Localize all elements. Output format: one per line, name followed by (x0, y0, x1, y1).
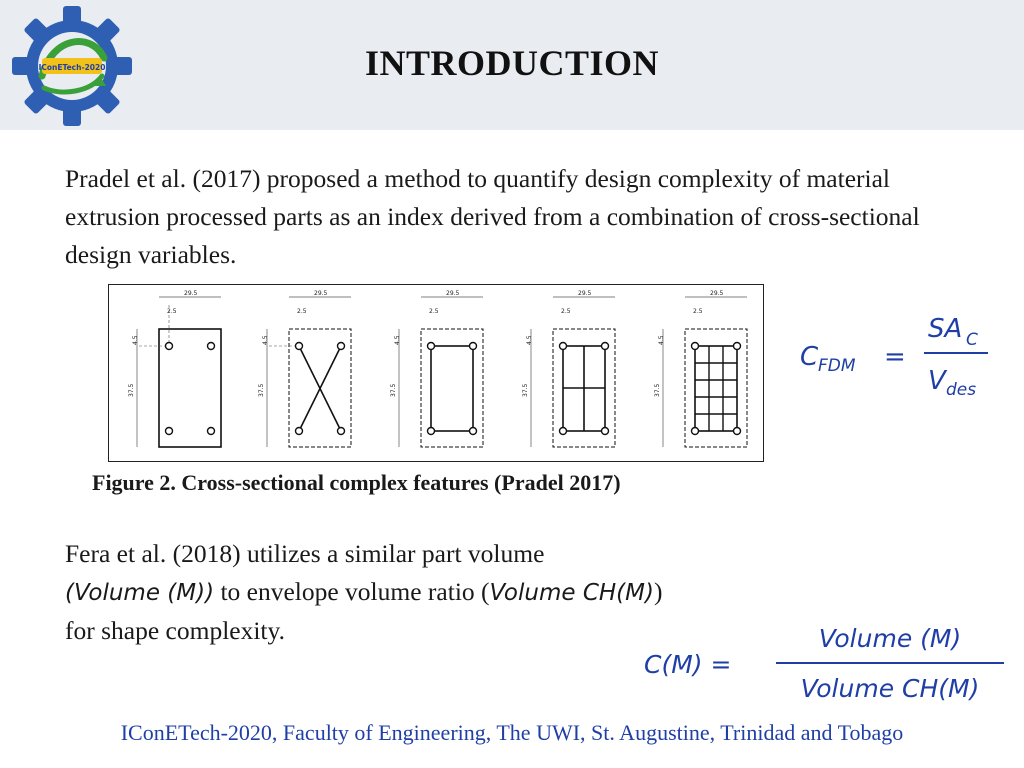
cross-section-diagram (109, 285, 763, 461)
svg-text:29.5: 29.5 (710, 290, 724, 297)
svg-text:37.5: 37.5 (128, 383, 135, 397)
header-band (0, 0, 1024, 130)
svg-text:4.5: 4.5 (132, 335, 139, 345)
svg-text:37.5: 37.5 (654, 383, 661, 397)
fera-line-3: for shape complexity. (65, 616, 285, 645)
fera-line-2: (Volume (M)) to envelope volume ratio (Volume CH(M)) (65, 577, 663, 606)
svg-text:2.5: 2.5 (429, 308, 439, 315)
svg-text:Volume CH(M): Volume CH(M) (800, 674, 980, 703)
panel-frame (390, 290, 483, 447)
svg-text:29.5: 29.5 (314, 290, 328, 297)
svg-text:IConETech-2020: IConETech-2020 (38, 63, 106, 72)
svg-text:37.5: 37.5 (258, 383, 265, 397)
svg-text:C(M) =: C(M) = (644, 650, 732, 679)
panel-holes (128, 290, 221, 447)
svg-text:2.5: 2.5 (561, 308, 571, 315)
svg-text:4.5: 4.5 (526, 335, 533, 345)
svg-text:=: = (884, 342, 906, 372)
equation-cfdm (796, 305, 1006, 405)
svg-text:Volume (M): Volume (M) (818, 624, 962, 653)
fera-line-1: Fera et al. (2018) utilizes a similar part volume (65, 539, 545, 568)
svg-text:2.5: 2.5 (167, 308, 177, 315)
footer-credit: IConETech-2020, Faculty of Engineering, The UWI, St. Augustine, Trinidad and Tobago (120, 720, 904, 745)
equation-cm (640, 615, 1010, 710)
svg-text:SA: SA (928, 314, 963, 344)
panel-cross (258, 290, 351, 447)
figure-cross-sections (108, 284, 764, 462)
volume-ch-term: Volume CH(M) (489, 580, 654, 606)
panel-grid-2x2 (522, 290, 615, 447)
svg-text:2.5: 2.5 (693, 308, 703, 315)
svg-text:29.5: 29.5 (446, 290, 460, 297)
svg-text:C: C (966, 330, 978, 350)
svg-text:4.5: 4.5 (394, 335, 401, 345)
figure-caption: Figure 2. Cross-sectional complex features (Pradel 2017) (92, 470, 621, 495)
panel-grid-3x5 (654, 290, 747, 447)
svg-text:29.5: 29.5 (184, 290, 198, 297)
svg-text:37.5: 37.5 (522, 383, 529, 397)
svg-text:29.5: 29.5 (578, 290, 592, 297)
svg-text:FDM: FDM (818, 356, 856, 376)
page-title: INTRODUCTION (364, 43, 660, 83)
svg-text:4.5: 4.5 (262, 335, 269, 345)
svg-text:V: V (928, 366, 946, 396)
svg-text:des: des (946, 380, 977, 400)
intro-paragraph: Pradel et al. (2017) proposed a method to quantify design complexity of material extrusion processed parts as an index derived from a combination of cross-sectional design variables. (65, 164, 920, 269)
svg-text:2.5: 2.5 (297, 308, 307, 315)
svg-text:37.5: 37.5 (390, 383, 397, 397)
svg-text:C: C (800, 342, 819, 372)
volume-m-term: Volume (M) (73, 580, 206, 606)
svg-text:4.5: 4.5 (658, 335, 665, 345)
